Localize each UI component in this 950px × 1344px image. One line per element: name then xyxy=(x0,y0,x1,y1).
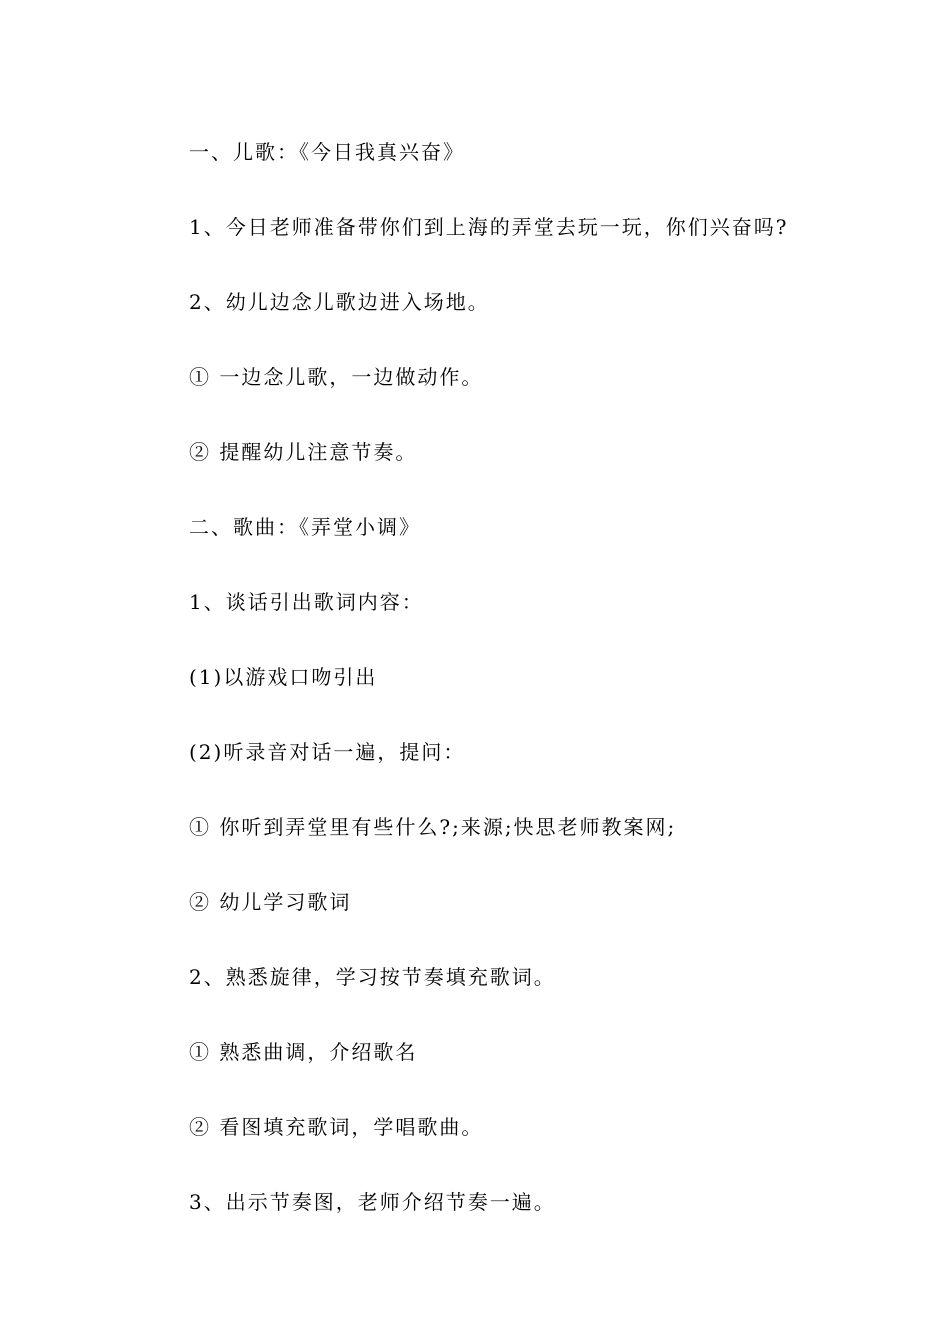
paragraph-line: 1、谈话引出歌词内容： xyxy=(189,590,424,614)
paragraph-line: 2、幼儿边念儿歌边进入场地。 xyxy=(189,290,490,314)
paragraph-line: 1、今日老师准备带你们到上海的弄堂去玩一玩，你们兴奋吗? xyxy=(189,215,789,239)
heading-nursery-rhyme: 一、儿歌：《今日我真兴奋》 xyxy=(189,140,465,164)
paragraph-line: ① 你听到弄堂里有些什么?;来源;快思老师教案网; xyxy=(189,815,677,839)
paragraph-line: ② 看图填充歌词，学唱歌曲。 xyxy=(189,1115,484,1139)
paragraph-line: ① 熟悉曲调，介绍歌名 xyxy=(189,1040,418,1064)
paragraph-line: 3、出示节奏图，老师介绍节奏一遍。 xyxy=(189,1190,556,1214)
paragraph-line: ② 幼儿学习歌词 xyxy=(189,890,352,914)
paragraph-line: (2)听录音对话一遍，提问： xyxy=(189,740,466,764)
document-body xyxy=(189,133,889,1258)
paragraph-line: (1)以游戏口吻引出 xyxy=(189,665,378,689)
paragraph-line: ② 提醒幼儿注意节奏。 xyxy=(189,440,418,464)
heading-song: 二、歌曲：《弄堂小调》 xyxy=(189,515,421,539)
paragraph-line: ① 一边念儿歌，一边做动作。 xyxy=(189,365,484,389)
paragraph-line: 2、熟悉旋律，学习按节奏填充歌词。 xyxy=(189,965,556,989)
